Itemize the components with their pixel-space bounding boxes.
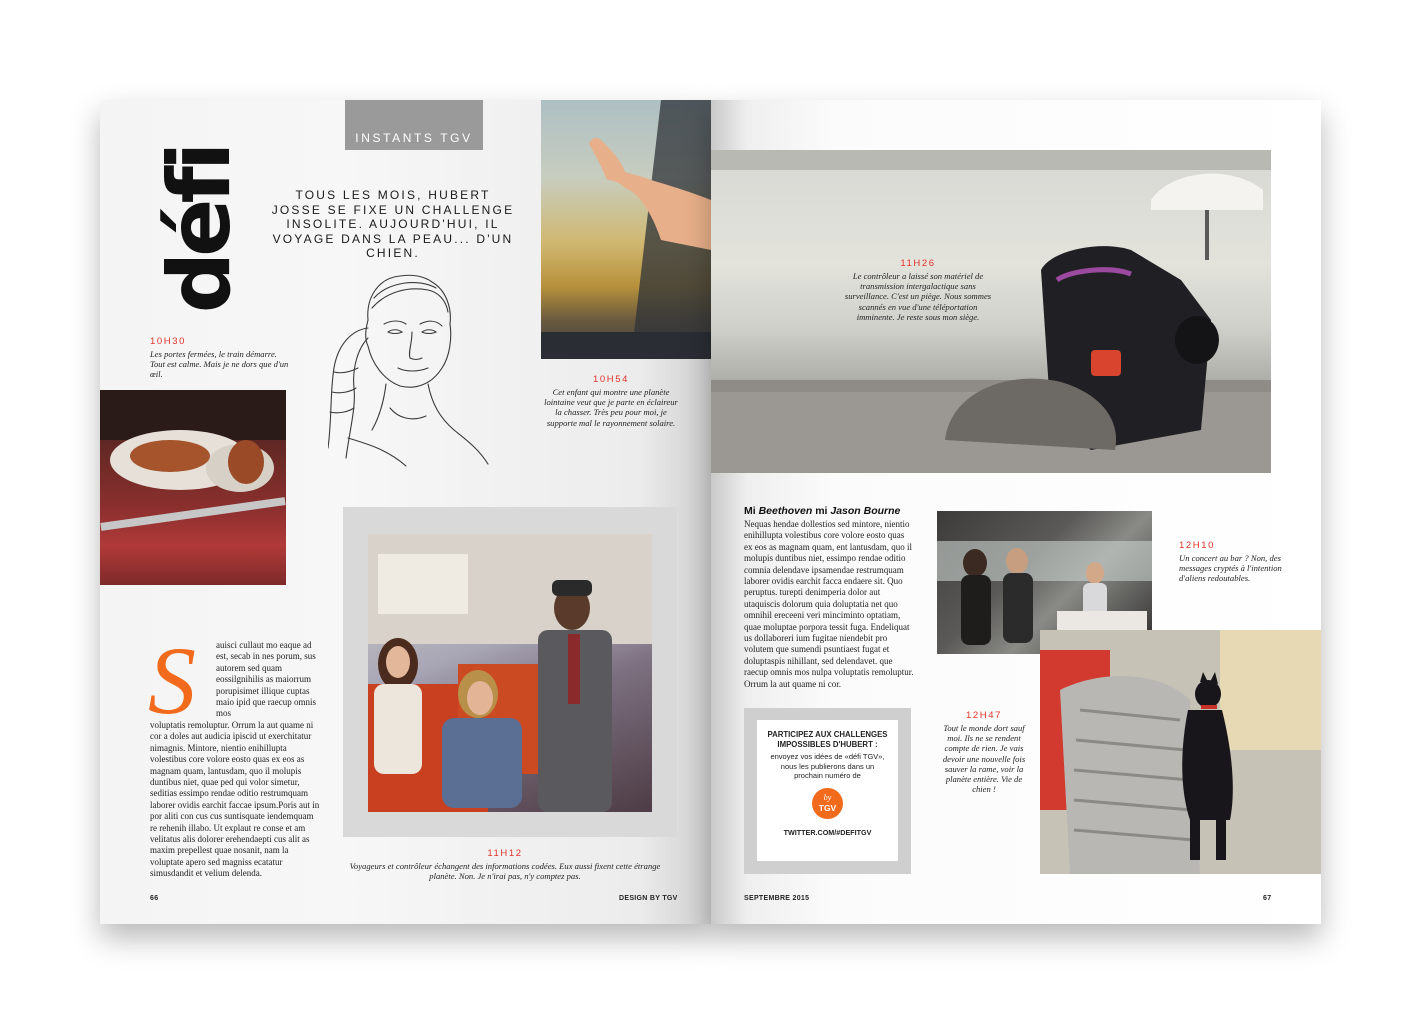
caption-time: 10H54 — [593, 374, 629, 385]
badge-tgv: TGV — [818, 803, 837, 814]
promo-link[interactable]: TWITTER.COM/#DEFITGV — [783, 828, 872, 838]
page-number: 66 — [150, 895, 159, 902]
page-number: 67 — [1263, 895, 1272, 902]
dog-illustration — [100, 390, 286, 585]
caption-1054 — [541, 374, 681, 428]
caption-text: Le contrôleur a laissé son matériel de transmission intergalactique sans surveillance. C'est un piège. Nous sommes scannés en vue d'une téléportation imminente. Je reste sous mon siège. — [844, 271, 992, 322]
promo-text: envoyez vos idées de «défi TGV», nous les publierons dans un prochain numéro de — [770, 752, 885, 780]
article-headline — [744, 505, 924, 517]
folio-credit: DESIGN BY TGV — [619, 895, 678, 902]
headline-emphasis: Jason Bourne — [830, 505, 901, 517]
train-passengers-photo — [368, 534, 652, 812]
body-text: voluptatis remoluptur. Orrum la aut quame ni cor a doles aut audicia ipiscid ut exerchitatur nimagnis. Mintore, nientio enihillupta volestibus core volore eosto quas ex eos as magnam quam, lantusdam, quo il molupis duntibus niet, quae ped qui volor simetur, seditias essimpo rendae oditio restrumquam laborer ovidis earchit faccae ipsum.Poris aut in por aliti con cus cus suntisquate iendemquam re rehenih illabo. Ut explaut re conse et am velitatus alis dolorer erehendaepti cus alit as maxim prepellest quae nosanit, nam la voluptate apero sed magniss ecatatur simusdandit et velium delenda. — [150, 720, 320, 879]
cat-illustration — [1040, 630, 1321, 874]
caption-time: 11H26 — [900, 258, 936, 269]
dog-on-train-photo — [100, 390, 286, 585]
caption-1247 — [939, 710, 1029, 794]
folio-date: SEPTEMBRE 2015 — [744, 895, 810, 902]
tgv-badge — [812, 788, 843, 819]
promo-box — [757, 720, 898, 861]
portrait-sketch-illustration — [328, 268, 492, 473]
intro-text: TOUS LES MOIS, HUBERT JOSSE SE FIXE UN CHALLENGE INSOLITE. AUJOURD'HUI, IL VOYAGE DANS LA PEAU... D'UN CHIEN. — [271, 188, 515, 261]
caption-text: Voyageurs et contrôleur échangent des informations codées. Eux aussi fixent cette étrange planète. Non. Je n'irai pas, n'y comptez pas. — [349, 861, 661, 882]
article-body: Nequas hendae dollestios sed mintore, nientio enihillupta volestibus core volore eosto quas ex eos as magnam quam, ent lantusdam, quo il molupis duntibus niet, essimpo rendae oditio comnia delendave ipsamendae restrumquam laborer ovidis earchit facca endaere sit. Quo peruptus. turepti denimperia dolor aut utaquiscis dolorum quia doluptatia net quo omnihil ereceeni veri minciminto optatiam, quae moluptae porpora tessit fuga. Endeliquat us dollaboreri ium fugitae niendebit pro volutem que sumendi psuntiaest fugat et doluptaspis nihillant, sed delendavet. que raecup omnis mos nulpa voluptatis remoluptur. Orrum la aut quame ni cor. — [744, 519, 914, 689]
page-title — [145, 145, 255, 315]
caption-1126 — [839, 258, 997, 322]
caption-time: 10H30 — [150, 336, 186, 347]
caption-1112 — [345, 848, 665, 881]
caption-time: 12H47 — [966, 710, 1002, 721]
headline-part: mi — [812, 505, 831, 517]
right-page — [711, 100, 1321, 924]
caption-text: Cet enfant qui montre une planète lointaine veut que je parte en éclaireur la chasser. Très peu pour moi, je supporte mal le rayonnement solaire. — [544, 387, 678, 428]
headline-part: Mi — [744, 505, 759, 517]
caption-1030 — [150, 336, 290, 380]
headline-emphasis: Beethoven — [758, 505, 813, 517]
passengers-illustration — [368, 534, 652, 812]
promo-heading: PARTICIPEZ AUX CHALLENGES IMPOSSIBLES D'HUBERT : — [767, 730, 888, 749]
child-hand-illustration — [541, 100, 711, 359]
body-lead: auisci cullaut mo eaque ad est, secab in nes porum, sus autorem sed quam eossilgnihilis as maiorrum porupisimet illique cuptas maio ipid que raecup omnis mos — [216, 640, 316, 719]
caption-text: Tout le monde dort sauf moi. Ils ne se rendent compte de rien. Je vais devoir une nouvelle fois sauver la rame, voir la planète entière. Vie de chien ! — [942, 723, 1026, 795]
page-title-text: défi — [150, 146, 250, 314]
cat-at-window-photo — [1040, 630, 1321, 874]
caption-time: 11H12 — [487, 848, 523, 859]
left-page — [100, 100, 711, 924]
caption-1210 — [1179, 540, 1299, 584]
caption-time: 12H10 — [1179, 540, 1215, 551]
caption-text: Les portes fermées, le train démarre. Tout est calme. Mais je ne dors que d'un œil. — [150, 349, 289, 380]
drop-cap-letter: S — [148, 627, 196, 734]
section-tag: INSTANTS TGV — [345, 100, 483, 150]
caption-text: Un concert au bar ? Non, des messages cryptés à l'intention d'aliens redoutables. — [1179, 553, 1282, 584]
badge-by: by — [823, 793, 832, 803]
child-pointing-photo — [541, 100, 711, 359]
